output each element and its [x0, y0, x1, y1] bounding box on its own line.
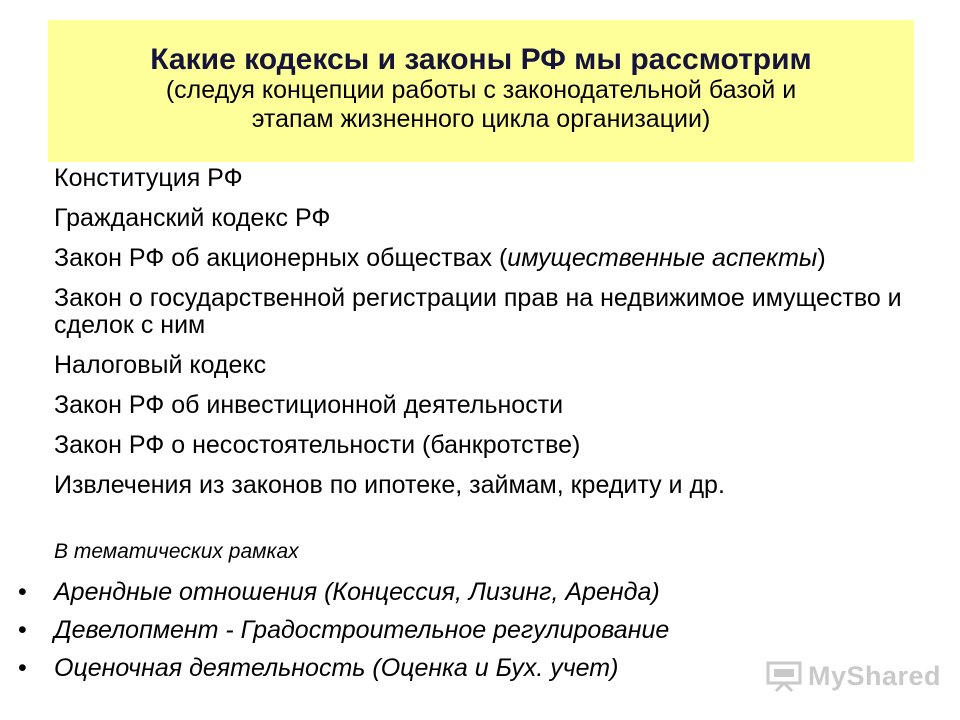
bullet-icon: •	[18, 616, 27, 644]
law-item-text: Гражданский кодекс РФ	[54, 204, 331, 232]
topic-item-development	[18, 616, 918, 644]
law-item-text: Закон о государственной регистрации прав на недвижимое имущество и сделок с ним	[54, 284, 902, 339]
bullet-icon: •	[18, 654, 27, 682]
topic-item-text: Девелопмент - Градостроительное регулирование	[54, 616, 670, 644]
law-item-investment	[54, 392, 944, 419]
law-item-text: Закон РФ об акционерных обществах (	[54, 244, 508, 272]
section-note: В тематических рамках	[54, 540, 299, 563]
law-item-text: Закон РФ об инвестиционной деятельности	[54, 391, 564, 419]
law-item-bankruptcy	[54, 432, 944, 459]
law-item-text: Конституция РФ	[54, 164, 243, 192]
laws-list	[54, 165, 944, 512]
watermark-text: MyShared	[808, 660, 942, 691]
law-item-text: Налоговый кодекс	[54, 351, 267, 379]
topic-item-text: Оценочная деятельность (Оценка и Бух. учет)	[54, 654, 619, 682]
slide-subtitle-line-1: (следуя концепции работы с законодательной базой и	[165, 76, 797, 104]
law-item-tail: )	[817, 244, 826, 272]
topic-item-rent	[18, 578, 918, 606]
law-item-italic-note: имущественные аспекты	[507, 244, 818, 272]
law-item-joint-stock	[54, 245, 944, 272]
watermark	[766, 656, 941, 696]
law-item-text: Закон РФ о несостоятельности (банкротстве)	[54, 431, 581, 459]
topic-item-text: Арендные отношения (Концессия, Лизинг, Аренда)	[54, 578, 660, 606]
law-item-civil-code	[54, 205, 944, 232]
slide-subtitle-line-2: этапам жизненного цикла организации)	[251, 105, 711, 133]
bullet-icon: •	[18, 578, 27, 606]
title-box	[48, 20, 914, 162]
law-item-text: Извлечения из законов по ипотеке, займам, кредиту и др.	[54, 471, 725, 499]
presentation-board-icon	[766, 660, 802, 692]
law-item-tax-code	[54, 352, 944, 379]
law-item-excerpts	[54, 472, 944, 499]
law-item-constitution	[54, 165, 944, 192]
law-item-registration	[54, 285, 944, 339]
slide-title: Какие кодексы и законы РФ мы рассмотрим	[150, 43, 812, 76]
